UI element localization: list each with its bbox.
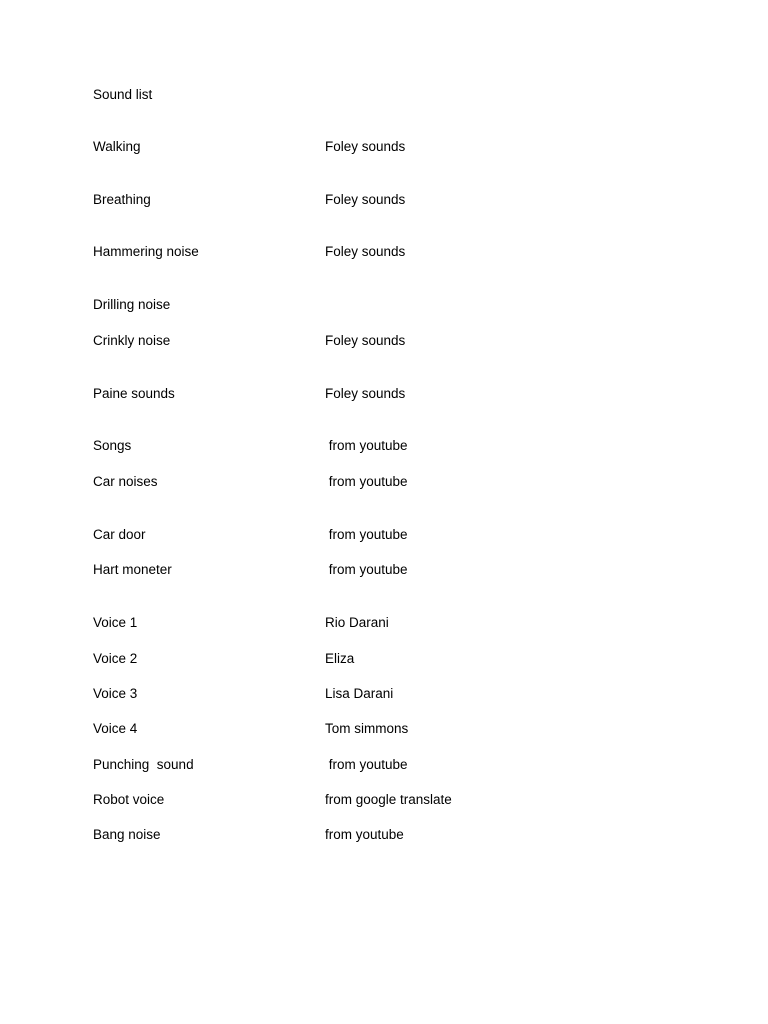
list-item xyxy=(0,473,768,491)
sound-source: Foley sounds xyxy=(325,244,406,259)
list-item xyxy=(0,756,768,774)
sound-source: Foley sounds xyxy=(325,386,406,401)
list-item xyxy=(0,614,768,632)
sound-source: Tom simmons xyxy=(325,721,409,736)
sound-name: Voice 3 xyxy=(93,686,138,701)
sound-name: Car noises xyxy=(93,474,158,489)
sound-source: from youtube xyxy=(325,827,404,842)
sound-source: from youtube xyxy=(325,438,408,453)
title-line xyxy=(0,86,768,104)
list-item xyxy=(0,296,768,314)
list-item xyxy=(0,437,768,455)
list-item xyxy=(0,720,768,738)
sound-source: from youtube xyxy=(325,757,408,772)
list-item xyxy=(0,243,768,261)
sound-name: Punching sound xyxy=(93,757,194,772)
sound-source: from youtube xyxy=(325,562,408,577)
list-item xyxy=(0,685,768,703)
list-item xyxy=(0,138,768,156)
sound-source: Rio Darani xyxy=(325,615,389,630)
list-item xyxy=(0,650,768,668)
list-item xyxy=(0,526,768,544)
sound-name: Bang noise xyxy=(93,827,161,842)
list-item xyxy=(0,191,768,209)
sound-name: Voice 1 xyxy=(93,615,138,630)
list-item xyxy=(0,791,768,809)
sound-name: Songs xyxy=(93,438,132,453)
sound-source: Lisa Darani xyxy=(325,686,394,701)
sound-name: Hammering noise xyxy=(93,244,199,259)
list-item xyxy=(0,332,768,350)
sound-name: Hart moneter xyxy=(93,562,172,577)
sound-source: from youtube xyxy=(325,527,408,542)
sound-name: Voice 4 xyxy=(93,721,138,736)
sound-source: Foley sounds xyxy=(325,139,406,154)
document-title: Sound list xyxy=(93,87,153,102)
sound-name: Crinkly noise xyxy=(93,333,171,348)
sound-source: from youtube xyxy=(325,474,408,489)
list-item xyxy=(0,385,768,403)
sound-source: Foley sounds xyxy=(325,333,406,348)
sound-name: Breathing xyxy=(93,192,151,207)
list-item xyxy=(0,561,768,579)
sound-name: Car door xyxy=(93,527,146,542)
list-item xyxy=(0,826,768,844)
sound-name: Paine sounds xyxy=(93,386,175,401)
sound-source: from google translate xyxy=(325,792,452,807)
sound-source: Foley sounds xyxy=(325,192,406,207)
sound-name: Robot voice xyxy=(93,792,165,807)
sound-name: Walking xyxy=(93,139,141,154)
sound-name: Voice 2 xyxy=(93,651,138,666)
sound-name: Drilling noise xyxy=(93,297,171,312)
sound-source: Eliza xyxy=(325,651,355,666)
